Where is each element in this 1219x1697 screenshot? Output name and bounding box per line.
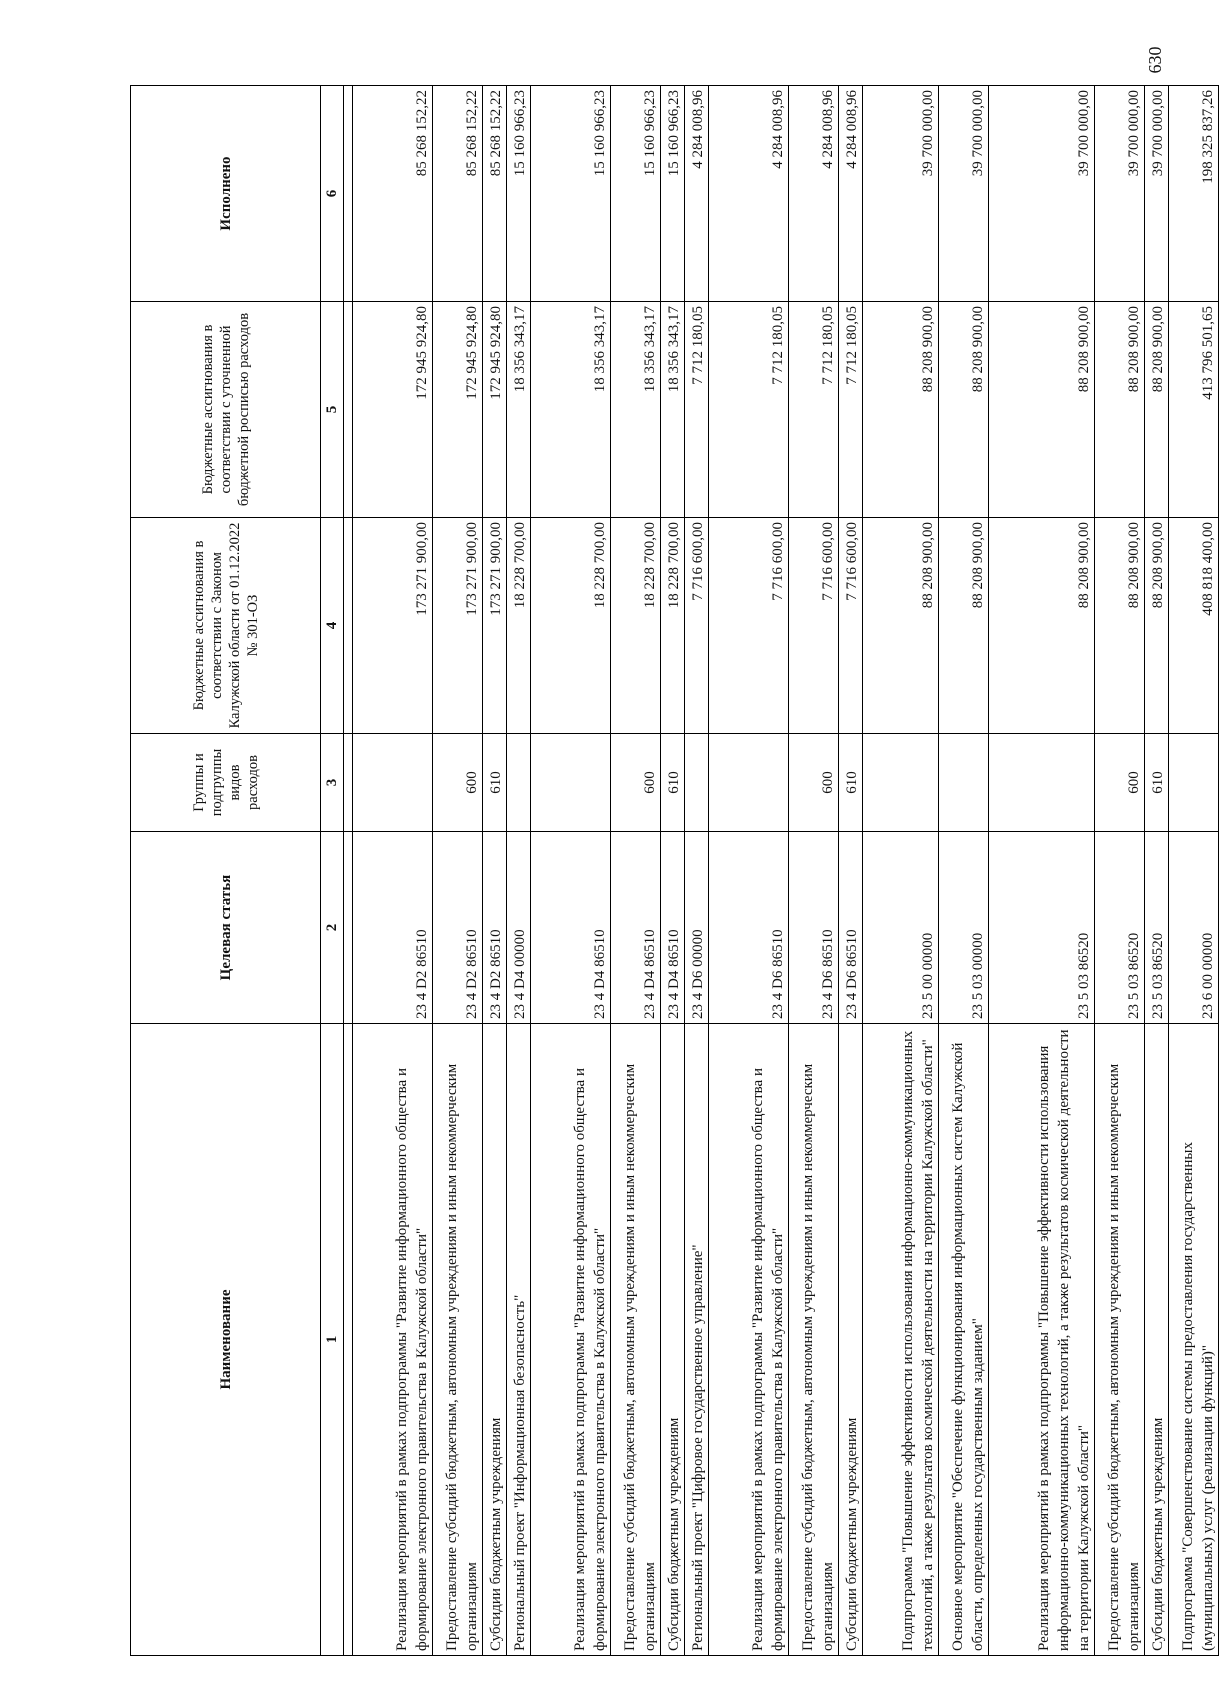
row-name: Подпрограмма "Повышение эффективности использования информационно-коммуникационных технологий, а также результатов космической деятельности на территории Калужской области" bbox=[863, 1024, 939, 1656]
row-expense-group bbox=[989, 734, 1095, 832]
row-name: Предоставление субсидий бюджетным, автономным учреждениям и иным некоммерческим организациям bbox=[433, 1024, 483, 1656]
row-expense-group bbox=[507, 734, 531, 832]
row-executed-amount: 4 284 008,96 bbox=[789, 86, 839, 302]
row-target-article: 23 4 D4 86510 bbox=[531, 832, 611, 1024]
row-refined-amount: 18 356 343,17 bbox=[611, 302, 661, 518]
row-law-amount: 408 818 400,00 bbox=[1169, 518, 1219, 734]
row-executed-amount: 4 284 008,96 bbox=[709, 86, 789, 302]
row-target-article: 23 4 D6 86510 bbox=[709, 832, 789, 1024]
row-refined-amount: 18 356 343,17 bbox=[661, 302, 685, 518]
row-expense-group: 600 bbox=[1095, 734, 1145, 832]
row-target-article: 23 4 D2 86510 bbox=[433, 832, 483, 1024]
table-row bbox=[1145, 86, 1169, 1656]
header-name: Наименование bbox=[131, 1024, 321, 1656]
row-refined-amount: 88 208 900,00 bbox=[989, 302, 1095, 518]
row-name: Субсидии бюджетным учреждениям bbox=[483, 1024, 507, 1656]
row-target-article: 23 4 D6 86510 bbox=[839, 832, 863, 1024]
row-expense-group: 610 bbox=[839, 734, 863, 832]
row-law-amount: 7 716 600,00 bbox=[789, 518, 839, 734]
row-expense-group bbox=[709, 734, 789, 832]
column-number: 5 bbox=[321, 302, 344, 518]
row-target-article: 23 4 D2 86510 bbox=[483, 832, 507, 1024]
row-law-amount: 18 228 700,00 bbox=[531, 518, 611, 734]
budget-table bbox=[130, 85, 1219, 1656]
page-number: 630 bbox=[1145, 46, 1165, 74]
spacer-cell bbox=[344, 302, 353, 518]
table-row bbox=[709, 86, 789, 1656]
row-name: Предоставление субсидий бюджетным, автономным учреждениям и иным некоммерческим организациям bbox=[611, 1024, 661, 1656]
row-law-amount: 18 228 700,00 bbox=[611, 518, 661, 734]
row-executed-amount: 15 160 966,23 bbox=[531, 86, 611, 302]
row-law-amount: 173 271 900,00 bbox=[433, 518, 483, 734]
table-row bbox=[1095, 86, 1145, 1656]
row-executed-amount: 15 160 966,23 bbox=[661, 86, 685, 302]
row-name: Основное мероприятие "Обеспечение функционирования информационных систем Калужской области, определенных государственным заданием" bbox=[939, 1024, 989, 1656]
row-executed-amount: 15 160 966,23 bbox=[507, 86, 531, 302]
row-executed-amount: 39 700 000,00 bbox=[1145, 86, 1169, 302]
table-row bbox=[483, 86, 507, 1656]
row-expense-group bbox=[353, 734, 433, 832]
table-row bbox=[789, 86, 839, 1656]
row-expense-group: 610 bbox=[483, 734, 507, 832]
row-target-article: 23 5 03 86520 bbox=[1095, 832, 1145, 1024]
row-executed-amount: 39 700 000,00 bbox=[863, 86, 939, 302]
row-refined-amount: 172 945 924,80 bbox=[353, 302, 433, 518]
column-number: 4 bbox=[321, 518, 344, 734]
row-refined-amount: 88 208 900,00 bbox=[1095, 302, 1145, 518]
row-name: Реализация мероприятий в рамках подпрограммы "Развитие информационного общества и формирование электронного правительства в Калужской области" bbox=[709, 1024, 789, 1656]
row-law-amount: 7 716 600,00 bbox=[709, 518, 789, 734]
row-target-article: 23 4 D4 86510 bbox=[661, 832, 685, 1024]
row-target-article: 23 4 D6 00000 bbox=[685, 832, 709, 1024]
row-name: Субсидии бюджетным учреждениям bbox=[839, 1024, 863, 1656]
row-refined-amount: 88 208 900,00 bbox=[939, 302, 989, 518]
row-law-amount: 88 208 900,00 bbox=[863, 518, 939, 734]
row-name: Подпрограмма "Совершенствование системы предоставления государственных (муниципальных) услуг (реализации функций)" bbox=[1169, 1024, 1219, 1656]
row-name: Региональный проект "Информационная безопасность" bbox=[507, 1024, 531, 1656]
table-row bbox=[661, 86, 685, 1656]
column-number-row bbox=[321, 86, 344, 1656]
row-target-article: 23 4 D2 86510 bbox=[353, 832, 433, 1024]
row-name: Региональный проект "Цифровое государственное управление" bbox=[685, 1024, 709, 1656]
row-refined-amount: 172 945 924,80 bbox=[433, 302, 483, 518]
header-law-allocations: Бюджетные ассигнования в соответствии с Законом Калужской области от 01.12.2022 № 301-ОЗ bbox=[131, 518, 321, 734]
table-row bbox=[507, 86, 531, 1656]
row-executed-amount: 39 700 000,00 bbox=[939, 86, 989, 302]
row-name: Предоставление субсидий бюджетным, автономным учреждениям и иным некоммерческим организациям bbox=[789, 1024, 839, 1656]
header-executed: Исполнено bbox=[131, 86, 321, 302]
table-row bbox=[433, 86, 483, 1656]
row-refined-amount: 7 712 180,05 bbox=[709, 302, 789, 518]
row-expense-group bbox=[939, 734, 989, 832]
row-executed-amount: 39 700 000,00 bbox=[989, 86, 1095, 302]
row-law-amount: 7 716 600,00 bbox=[839, 518, 863, 734]
row-executed-amount: 198 325 837,26 bbox=[1169, 86, 1219, 302]
row-target-article: 23 4 D6 86510 bbox=[789, 832, 839, 1024]
row-target-article: 23 5 00 00000 bbox=[863, 832, 939, 1024]
row-law-amount: 173 271 900,00 bbox=[353, 518, 433, 734]
row-name: Предоставление субсидий бюджетным, автономным учреждениям и иным некоммерческим организациям bbox=[1095, 1024, 1145, 1656]
table-row bbox=[863, 86, 939, 1656]
table-row bbox=[531, 86, 611, 1656]
row-name: Реализация мероприятий в рамках подпрограммы "Развитие информационного общества и формирование электронного правительства в Калужской области" bbox=[531, 1024, 611, 1656]
row-refined-amount: 7 712 180,05 bbox=[685, 302, 709, 518]
header-expense-groups: Группы и подгруппы видов расходов bbox=[131, 734, 321, 832]
row-expense-group: 600 bbox=[789, 734, 839, 832]
header-refined-allocations: Бюджетные ассигнования в соответствии с уточненной бюджетной росписью расходов bbox=[131, 302, 321, 518]
row-target-article: 23 5 03 86520 bbox=[989, 832, 1095, 1024]
row-refined-amount: 172 945 924,80 bbox=[483, 302, 507, 518]
row-refined-amount: 18 356 343,17 bbox=[507, 302, 531, 518]
row-law-amount: 173 271 900,00 bbox=[483, 518, 507, 734]
row-name: Реализация мероприятий в рамках подпрограммы "Развитие информационного общества и формирование электронного правительства в Калужской области" bbox=[353, 1024, 433, 1656]
row-executed-amount: 85 268 152,22 bbox=[483, 86, 507, 302]
row-law-amount: 88 208 900,00 bbox=[1095, 518, 1145, 734]
row-executed-amount: 15 160 966,23 bbox=[611, 86, 661, 302]
table-row bbox=[839, 86, 863, 1656]
column-number: 3 bbox=[321, 734, 344, 832]
row-refined-amount: 7 712 180,05 bbox=[839, 302, 863, 518]
row-law-amount: 88 208 900,00 bbox=[939, 518, 989, 734]
spacer-row bbox=[344, 86, 353, 1656]
row-expense-group bbox=[1169, 734, 1219, 832]
row-expense-group: 610 bbox=[1145, 734, 1169, 832]
row-executed-amount: 39 700 000,00 bbox=[1095, 86, 1145, 302]
column-number: 2 bbox=[321, 832, 344, 1024]
row-target-article: 23 4 D4 86510 bbox=[611, 832, 661, 1024]
row-refined-amount: 18 356 343,17 bbox=[531, 302, 611, 518]
row-executed-amount: 4 284 008,96 bbox=[685, 86, 709, 302]
spacer-cell bbox=[344, 518, 353, 734]
row-expense-group bbox=[863, 734, 939, 832]
table-row bbox=[353, 86, 433, 1656]
table-row bbox=[1169, 86, 1219, 1656]
row-name: Субсидии бюджетным учреждениям bbox=[1145, 1024, 1169, 1656]
row-executed-amount: 85 268 152,22 bbox=[353, 86, 433, 302]
row-expense-group: 610 bbox=[661, 734, 685, 832]
table-row bbox=[685, 86, 709, 1656]
spacer-cell bbox=[344, 1024, 353, 1656]
row-refined-amount: 7 712 180,05 bbox=[789, 302, 839, 518]
row-target-article: 23 5 03 86520 bbox=[1145, 832, 1169, 1024]
row-law-amount: 7 716 600,00 bbox=[685, 518, 709, 734]
row-name: Реализация мероприятий в рамках подпрограммы "Повышение эффективности использования информационно-коммуникационных технологий, а также результатов космической деятельности на территории Калужской области" bbox=[989, 1024, 1095, 1656]
table-row bbox=[989, 86, 1095, 1656]
row-executed-amount: 4 284 008,96 bbox=[839, 86, 863, 302]
row-expense-group: 600 bbox=[611, 734, 661, 832]
column-number: 6 bbox=[321, 86, 344, 302]
row-name: Субсидии бюджетным учреждениям bbox=[661, 1024, 685, 1656]
spacer-cell bbox=[344, 86, 353, 302]
row-refined-amount: 88 208 900,00 bbox=[863, 302, 939, 518]
row-law-amount: 88 208 900,00 bbox=[989, 518, 1095, 734]
row-law-amount: 88 208 900,00 bbox=[1145, 518, 1169, 734]
header-row bbox=[131, 86, 321, 1656]
table-row bbox=[939, 86, 989, 1656]
row-expense-group bbox=[685, 734, 709, 832]
column-number: 1 bbox=[321, 1024, 344, 1656]
rotated-page bbox=[130, 86, 1216, 1656]
row-executed-amount: 85 268 152,22 bbox=[433, 86, 483, 302]
row-law-amount: 18 228 700,00 bbox=[661, 518, 685, 734]
row-expense-group: 600 bbox=[433, 734, 483, 832]
spacer-cell bbox=[344, 734, 353, 832]
row-refined-amount: 88 208 900,00 bbox=[1145, 302, 1169, 518]
row-refined-amount: 413 796 501,65 bbox=[1169, 302, 1219, 518]
row-law-amount: 18 228 700,00 bbox=[507, 518, 531, 734]
row-target-article: 23 4 D4 00000 bbox=[507, 832, 531, 1024]
header-target-article: Целевая статья bbox=[131, 832, 321, 1024]
spacer-cell bbox=[344, 832, 353, 1024]
table-row bbox=[611, 86, 661, 1656]
row-expense-group bbox=[531, 734, 611, 832]
row-target-article: 23 6 00 00000 bbox=[1169, 832, 1219, 1024]
row-target-article: 23 5 03 00000 bbox=[939, 832, 989, 1024]
